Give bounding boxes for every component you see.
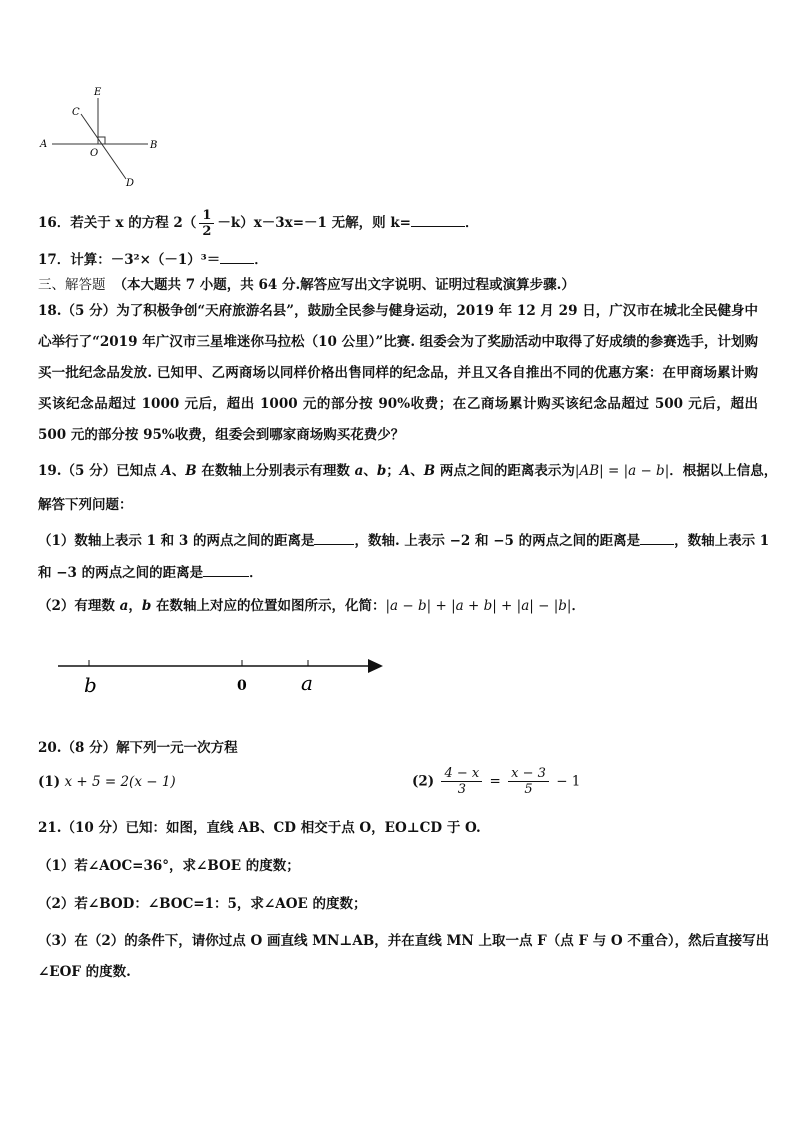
q19-p1-blank-1: [314, 530, 354, 545]
q20-eq2-left: [441, 766, 482, 797]
q20-eq2-left-num: 4 − x: [441, 766, 482, 782]
q19-point-b-2: B: [423, 463, 436, 479]
q21-p1-text: （1）若∠AOC=36°，求∠BOE 的度数；: [38, 858, 300, 874]
q17-text: 17．计算：－3²×（－1）³＝: [38, 252, 221, 268]
q16-frac-num: 1: [199, 208, 214, 224]
q20-eq2-tail: − 1: [556, 773, 581, 790]
label-o: O: [90, 148, 99, 159]
q19-p2-comma: ，: [128, 598, 142, 614]
label-b: B: [150, 140, 158, 151]
q19-part-1-line-1: [38, 530, 770, 551]
q19-p2-var-b: b: [141, 598, 152, 614]
q19-p1-blank-3: [203, 562, 249, 577]
q20-equations: [38, 766, 758, 806]
question-17: [38, 249, 758, 270]
q21-part-2: [38, 894, 758, 914]
label-0: 0: [237, 678, 247, 694]
label-c: C: [72, 107, 80, 118]
q19-p1-text-c: ，数轴上表示 1: [674, 533, 770, 549]
q19-text-e: ．根据以上信息，: [669, 463, 778, 479]
q19-p2-text-a: （2）有理数: [38, 598, 120, 614]
section-3-note: （本大题共 7 小题，共 64 分.解答应写出文字说明、证明过程或演算步骤.）: [113, 277, 575, 293]
q20-eq2-right: [508, 766, 549, 797]
q19-p1-text-e: ．: [249, 565, 263, 581]
q20-eq1-text: x + 5 = 2(x − 1): [64, 774, 176, 790]
q21-p3-text-b: ∠EOF 的度数.: [38, 964, 131, 980]
q19-point-a: A: [161, 463, 172, 479]
q21-title: 21.（10 分）已知：如图，直线 AB、CD 相交于点 O，EO⊥CD 于 O.: [38, 820, 481, 836]
q20-eq2-right-num: x − 3: [508, 766, 549, 782]
q19-sep-2: 、: [410, 463, 424, 479]
label-e: E: [94, 87, 102, 98]
question-21: [38, 818, 758, 838]
angle-figure: [36, 84, 166, 194]
label-a: a: [301, 671, 313, 695]
q19-point-a-2: A: [399, 463, 411, 479]
q19-var-b: b: [376, 463, 387, 479]
q19-point-b: B: [185, 463, 197, 479]
q21-p3-text-a: （3）在（2）的条件下，请你过点 O 画直线 MN⊥AB，并在直线 MN 上取一点 F（点 F 与 O 不重合），然后直接写出: [38, 933, 770, 949]
label-b: b: [84, 673, 97, 697]
number-line: [50, 650, 390, 700]
question-16: [38, 208, 758, 239]
q19-text-d: 两点之间的距离表示为: [435, 463, 575, 479]
q19-instruction: 解答下列问题：: [38, 497, 133, 513]
q16-fraction: [199, 208, 214, 239]
q19-p1-text-d: 和 −3 的两点之间的距离是: [38, 565, 204, 581]
q19-part-1-line-2: [38, 562, 758, 583]
q19-p2-text-c: 在数轴上对应的位置如图所示，化简：: [151, 598, 386, 614]
question-18: [38, 296, 758, 451]
q19-p1-text-a: （1）数轴上表示 1 和 3 的两点之间的距离是: [38, 533, 315, 549]
q20-eq1: [38, 772, 176, 792]
q19-var-a: a: [354, 463, 364, 479]
question-19-line-1: [38, 461, 778, 481]
q20-eq2-right-den: 5: [524, 782, 533, 797]
q20-eq2-left-den: 3: [457, 782, 466, 797]
q16-answer-blank: [411, 212, 465, 227]
q19-p2-expression: |a − b| + |a + b| + |a| − |b|: [385, 598, 572, 614]
q19-p1-blank-2: [640, 530, 674, 545]
q19-p1-text-b: ，数轴. 上表示 −2 和 −5 的两点之间的距离是: [354, 533, 641, 549]
q19-p2-end: ．: [571, 598, 585, 614]
question-20: [38, 738, 758, 758]
q21-p2-text: （2）若∠BOD：∠BOC=1：5，求∠AOE 的度数；: [38, 896, 367, 912]
q19-sep: 、: [171, 463, 186, 479]
q19-distance-formula: |AB| = |a − b|: [574, 463, 670, 479]
q20-eq2-label: (2): [412, 773, 435, 790]
q18-text: 18.（5 分）为了积极争创“天府旅游名县”，鼓励全民参与健身运动，2019 年 12 月 29 日，广汉市在城北全民健身中心举行了“2019 年广汉市三星堆迷你马拉松（10 公里）”比赛. 组委会为了奖励活动中取得了好成绩的参赛选手，计划购买一批纪念品发放. 已知甲、乙两商场以同样价格出售同样的纪念品，并且又各自推出不同的优惠方案：在甲商场累计购买该纪念品超过 1000 元后，超出 1000 元的部分按 90%收费；在乙商场累计购买该纪念品超过 500 元后，超出 500 元的部分按 95%收费，组委会到哪家商场购买花费少？: [38, 303, 758, 443]
question-19-line-2: [38, 495, 758, 515]
q16-end: ．: [465, 215, 479, 231]
q20-eq2: [412, 766, 580, 797]
q19-part-2: [38, 596, 758, 616]
q20-title: 20.（8 分）解下列一元一次方程: [38, 740, 238, 756]
q16-suffix: －k）x－3x=－1 无解，则 k=: [217, 215, 411, 231]
q17-end: ．: [254, 252, 268, 268]
section-3-header: [38, 275, 758, 295]
section-3-title: 三、解答题: [38, 277, 106, 293]
q19-p2-var-a: a: [119, 598, 129, 614]
q20-eq1-label: (1): [38, 774, 61, 790]
number-line-arrow: [368, 659, 383, 673]
q19-semicolon: ；: [386, 463, 400, 479]
label-d: D: [126, 178, 135, 189]
label-a: A: [40, 139, 48, 150]
q20-eq2-equals: =: [489, 773, 501, 790]
q19-text-b: 在数轴上分别表示有理数: [196, 463, 355, 479]
q16-prefix: 16．若关于 x 的方程 2（: [38, 215, 197, 231]
q21-part-3: [38, 931, 770, 951]
q17-answer-blank: [220, 249, 254, 264]
q19-text-a: 19.（5 分）已知点: [38, 463, 162, 479]
q21-part-1: [38, 856, 758, 876]
line-cd: [81, 114, 126, 179]
q21-part-3-cont: [38, 962, 758, 982]
q16-frac-den: 2: [202, 224, 212, 239]
q19-comma: 、: [363, 463, 377, 479]
